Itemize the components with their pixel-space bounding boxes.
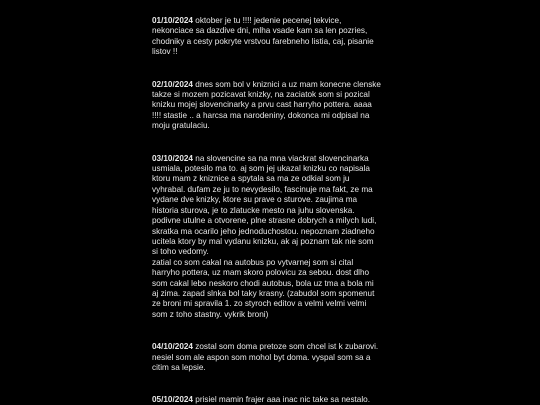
entry-line: som cakal lebo neskoro chodi autobus, bola uz tma a bola mi [152, 278, 374, 288]
entry-date: 02/10/2024 [152, 79, 193, 89]
journal-entry [152, 154, 390, 321]
entry-text: zostal som doma pretoze som chcel ist k zubarovi. [192, 342, 379, 352]
entry-date: 03/10/2024 [152, 153, 193, 163]
entry-line: usmiala, potesilo ma to. aj som jej ukazal knizku co napisala [152, 164, 370, 174]
journal-entries [152, 16, 390, 405]
entry-date: 05/10/2024 [152, 395, 193, 405]
entry-line: harryho pottera, uz mam skoro polovicu za sebou. dost dlho [152, 268, 370, 278]
entry-date: 04/10/2024 [152, 342, 193, 352]
entry-line: ktoru mam z kniznice a spytala sa ma ze odkial som ju [152, 174, 350, 184]
entry-line: si toho vedomy. [152, 247, 209, 257]
entry-line [152, 395, 390, 405]
entry-text: oktober je tu !!!! jedenie pecenej tekvice, [192, 16, 342, 25]
entry-line: nekonciace sa dazdive dni, mlha vsade kam sa len pozries, [152, 26, 368, 36]
entry-line: takze si mozem pozicavat knizky, na zaciatok som si pozical [152, 90, 370, 100]
journal-entry [152, 16, 390, 58]
entry-line: listov !! [152, 47, 178, 57]
entry-line: vydane dve knizky, ktore su prave o sturove. zaujima ma [152, 195, 358, 205]
entry-date: 01/10/2024 [152, 16, 193, 25]
entry-line [152, 342, 390, 352]
entry-line: historia sturova, je to zlatucke mesto na juhu slovenska. [152, 205, 355, 215]
entry-line [152, 154, 390, 164]
entry-line: aj zima. zapad slnka bol taky krasny. (zabudol som spomenut [152, 288, 375, 298]
entry-line: citim sa lepsie. [152, 362, 206, 372]
entry-line: zatial co som cakal na autobus po vytvarnej som si cital [152, 257, 354, 267]
entry-line [152, 16, 390, 26]
entry-line: nesiel som ale aspon som mohol byt doma. vyspal som sa a [152, 352, 371, 362]
entry-line: moju gratulaciu. [152, 121, 210, 131]
entry-line: skratka ma ocarilo jeho jednoduchostou. nepoznam ziadneho [152, 226, 375, 236]
entry-line: vyhrabal. dufam ze ju to nevydesilo, fascinuje ma fakt, ze ma [152, 184, 373, 194]
journal-entry [152, 395, 390, 405]
entry-text: na slovencine sa na mna viackrat slovencinarka [192, 153, 369, 163]
entry-line: knizku mojej slovencinarky a prvu cast harryho pottera. aaaa [152, 100, 372, 110]
entry-line: ze broni mi spravila 1. zo styroch editov a velmi velmi velmi [152, 299, 367, 309]
entry-text: prisiel mamin frajer aaa inac nic take sa nestalo. [192, 395, 371, 405]
entry-line [152, 80, 390, 90]
entry-line: podivne utulne a otvorene, plne strasne dobrych a milych ludi, [152, 216, 377, 226]
entry-line: som z toho stastny. vykrik broni) [152, 309, 269, 319]
entry-line: !!!! stastie .. a harcsa ma narodeniny, dokonca mi odpisal na [152, 110, 370, 120]
journal-entry [152, 342, 390, 373]
entry-line: ucitela ktory by mal vydanu knizku, ak aj poznam tak nie som [152, 236, 374, 246]
entry-line: chodniky a cesty pokryte vrstvou farebneho listia, caj, pisanie [152, 36, 374, 46]
entry-text: dnes som bol v kniznici a uz mam konecne clenske [192, 79, 381, 89]
journal-entry [152, 80, 390, 132]
